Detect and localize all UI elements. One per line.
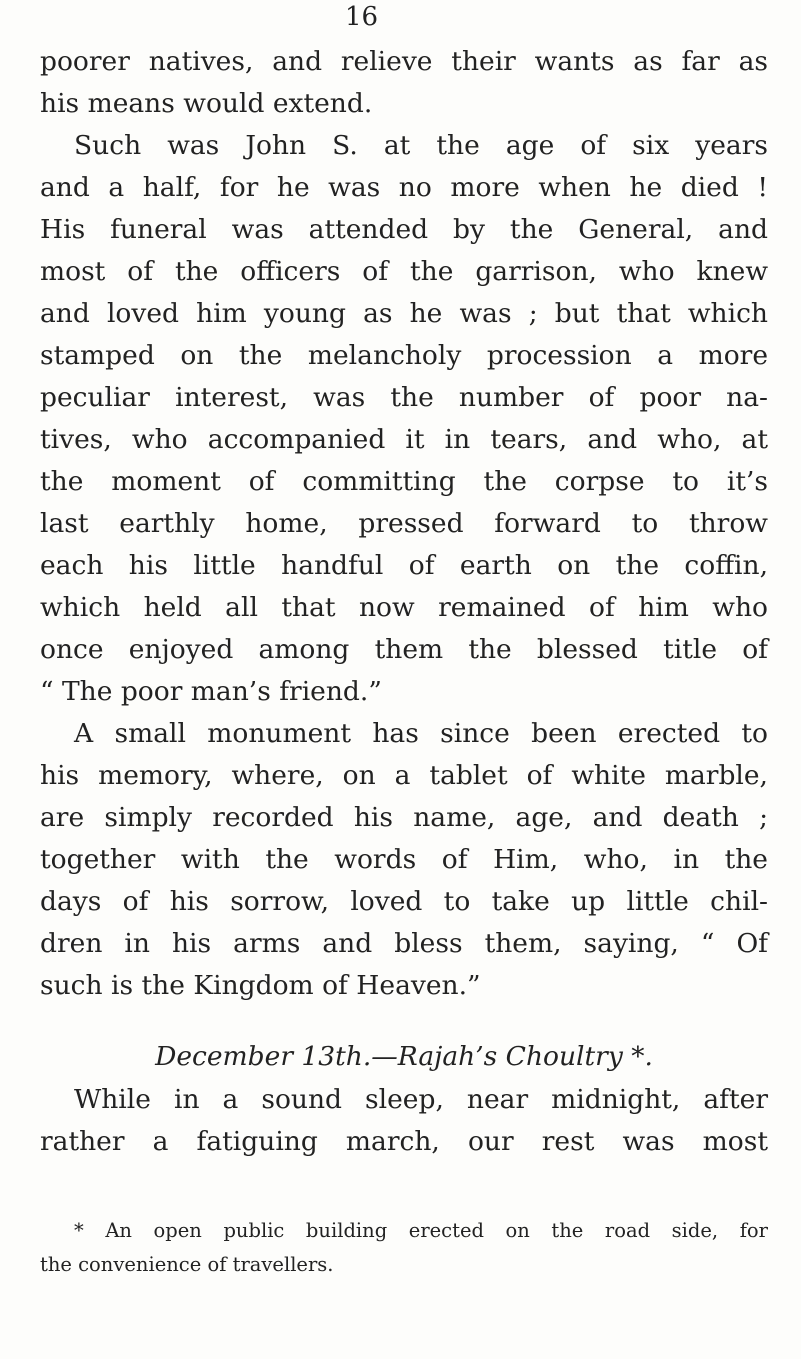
text-line: poorer natives, and relieve their wants as far as <box>40 46 768 77</box>
text-line: which held all that now remained of him who <box>40 592 768 623</box>
text-line: once enjoyed among them the blessed title of <box>40 634 768 665</box>
text-line: days of his sorrow, loved to take up little chil- <box>40 886 768 917</box>
text-line: While in a sound sleep, near midnight, after <box>74 1084 768 1115</box>
text-line: his means would extend. <box>40 88 373 119</box>
text-line: together with the words of Him, who, in the <box>40 844 768 875</box>
text-line: most of the officers of the garrison, who knew <box>40 256 768 287</box>
text-line: and loved him young as he was ; but that which <box>40 298 768 329</box>
text-line: his memory, where, on a tablet of white marble, <box>40 760 768 791</box>
text-line: dren in his arms and bless them, saying, “ Of <box>40 928 768 959</box>
text-line: rather a fatiguing march, our rest was most <box>40 1126 768 1157</box>
text-line: the moment of committing the corpse to it’s <box>40 466 768 497</box>
text-line: Such was John S. at the age of six years <box>74 130 768 161</box>
text-line: “ The poor man’s friend.” <box>40 676 382 707</box>
text-line: tives, who accompanied it in tears, and who, at <box>40 424 768 455</box>
text-line: last earthly home, pressed forward to throw <box>40 508 768 539</box>
text-line: stamped on the melancholy procession a more <box>40 340 768 371</box>
text-line: His funeral was attended by the General, and <box>40 214 768 245</box>
footnote-line: the convenience of travellers. <box>40 1253 334 1276</box>
footnote-line: * An open public building erected on the road side, for <box>74 1219 768 1242</box>
text-line: A small monument has since been erected to <box>74 718 768 749</box>
text-line: peculiar interest, was the number of poor na- <box>40 382 768 413</box>
text-line: and a half, for he was no more when he died ! <box>40 172 768 203</box>
text-line: are simply recorded his name, age, and death ; <box>40 802 768 833</box>
page-number: 16 <box>345 2 379 32</box>
text-line: each his little handful of earth on the coffin, <box>40 550 768 581</box>
section-heading: December 13th.—Rajah’s Choultry *. <box>155 1041 653 1072</box>
text-line: such is the Kingdom of Heaven.” <box>40 970 481 1001</box>
